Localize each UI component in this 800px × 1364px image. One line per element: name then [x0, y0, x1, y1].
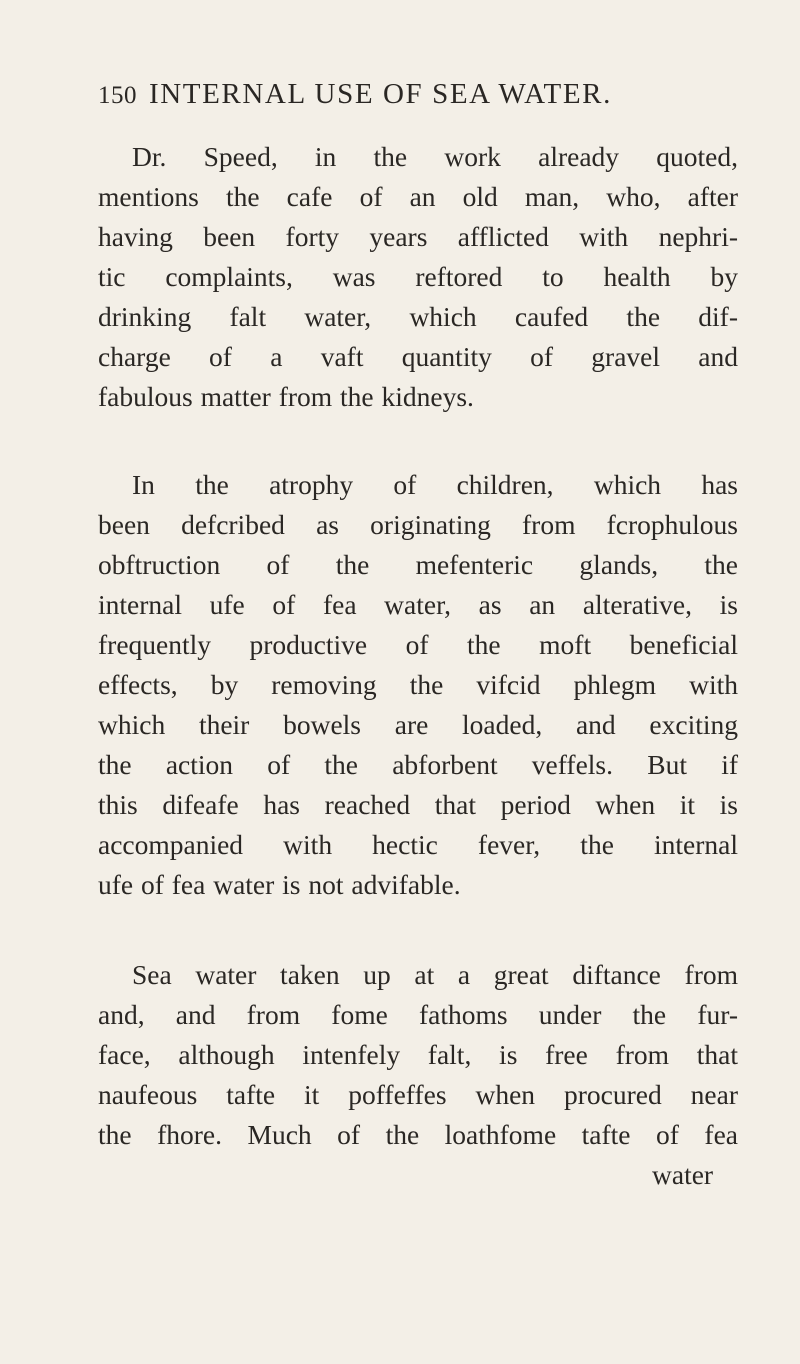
text-line: which their bowels are loaded, and exciting — [98, 709, 738, 740]
text-line: tic complaints, was reftored to health by — [98, 261, 738, 292]
text-line: the action of the abforbent veffels. But if — [98, 749, 738, 780]
text-line: this difeafe has reached that period when it is — [98, 789, 738, 820]
text-line: naufeous tafte it poffeffes when procured near — [98, 1079, 738, 1110]
text-line: having been forty years afflicted with nephri- — [98, 221, 738, 252]
text-line: frequently productive of the moft beneficial — [98, 629, 738, 660]
text-line: In the atrophy of children, which has — [132, 469, 738, 500]
text-line: accompanied with hectic fever, the internal — [98, 829, 738, 860]
text-line: charge of a vaft quantity of gravel and — [98, 341, 738, 372]
text-line: the fhore. Much of the loathfome tafte of fea — [98, 1119, 738, 1150]
text-line: been defcribed as originating from fcrophulous — [98, 509, 738, 540]
text-line: mentions the cafe of an old man, who, after — [98, 181, 738, 212]
text-line: Sea water taken up at a great diftance from — [132, 959, 738, 990]
text-line: Dr. Speed, in the work already quoted, — [132, 141, 738, 172]
page-number: 150 — [98, 82, 137, 109]
text-line: fabulous matter from the kidneys. — [98, 381, 474, 412]
text-line: and, and from fome fathoms under the fur- — [98, 999, 738, 1030]
running-title: INTERNAL USE OF SEA WATER. — [149, 78, 612, 110]
text-line: ufe of fea water is not advifable. — [98, 869, 461, 900]
text-line: face, although intenfely falt, is free from that — [98, 1039, 738, 1070]
text-line: obftruction of the mefenteric glands, the — [98, 549, 738, 580]
text-line: drinking falt water, which caufed the dif- — [98, 301, 738, 332]
text-line: effects, by removing the vifcid phlegm with — [98, 669, 738, 700]
catchword: water — [652, 1159, 714, 1190]
text-line: internal ufe of fea water, as an alterative, is — [98, 589, 738, 620]
